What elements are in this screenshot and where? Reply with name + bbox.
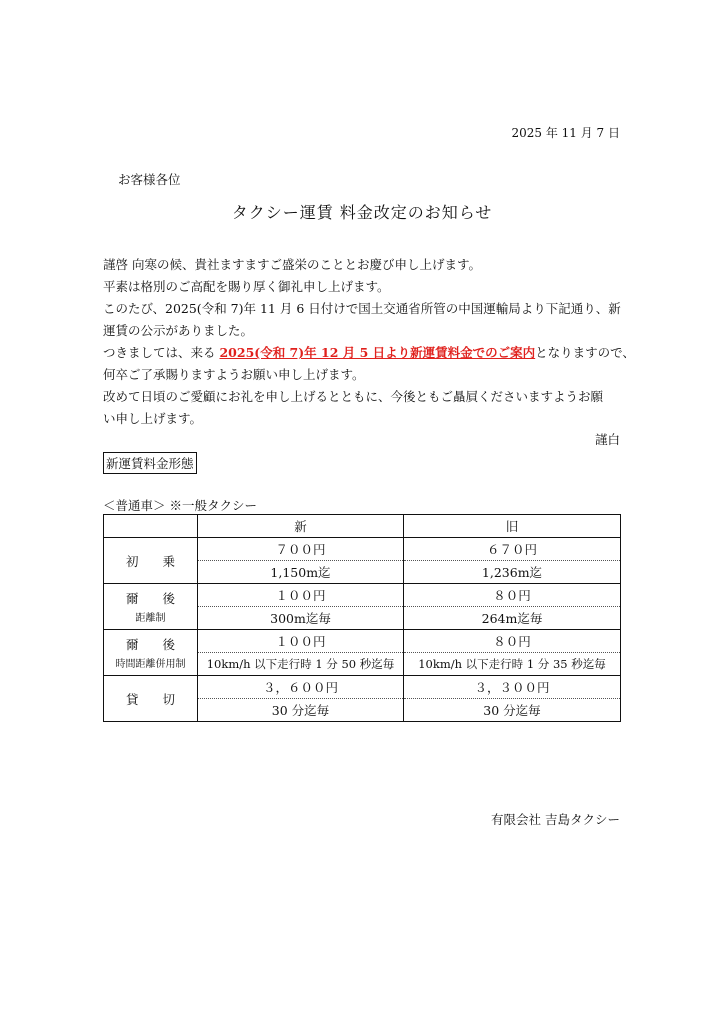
row-label-cell [104,538,198,584]
old-charter-unit-cell: 30 分迄毎 [404,699,621,722]
fare-table [103,514,621,722]
body-line-6: 何卒ご了承賜りますようお願い申し上げます。 [103,367,365,382]
header-empty [104,515,198,538]
body-line-4: 運賃の公示がありました。 [103,323,254,338]
new-distance-cell: 1,150m迄 [198,561,404,584]
row-label-cell [104,630,198,676]
header-new: 新 [198,515,404,538]
effective-date-highlight: 2025(令和 7)年 12 月 5 日より新運賃料金でのご案内 [219,345,536,360]
page-title: タクシー運賃 料金改定のお知らせ [231,203,493,222]
table-header-row [104,515,621,538]
table-row [104,630,621,653]
table-row [104,538,621,561]
new-fare-cell: ７００円 [198,538,404,561]
row-label: 初 乗 [126,553,185,569]
body-line-5-post: となりますので、 [535,345,635,360]
new-fare-cell: ３，６００円 [198,676,404,699]
body-line-2: 平素は格別のご高配を賜り厚く御礼申し上げます。 [103,279,390,294]
body-line-5 [103,343,635,361]
old-fare-cell: ６７０円 [404,538,621,561]
row-label-cell [104,584,198,630]
new-time-cell: 10km/h 以下走行時 1 分 50 秒迄毎 [198,653,404,676]
body-line-7: 改めて日頃のご愛顧にお礼を申し上げるとともに、今後ともご贔屓くださいますようお願 [103,389,604,404]
body-line-8: い申し上げます。 [103,411,203,426]
row-label: 爾 後 [126,591,185,606]
old-time-cell: 10km/h 以下走行時 1 分 35 秒迄毎 [404,653,621,676]
company-name: 有限会社 吉島タクシー [491,812,620,827]
row-sublabel: 時間距離併用制 [115,659,186,670]
row-sublabel: 距離制 [135,613,166,624]
addressee: お客様各位 [118,172,181,187]
table-row [104,676,621,699]
row-label-cell [104,676,198,722]
new-fare-cell: １００円 [198,584,404,607]
old-fare-cell: ８０円 [404,584,621,607]
body-line-1: 謹啓 向寒の候、貴社ますますご盛栄のこととお慶び申し上げます。 [103,257,481,272]
closing-word: 謹白 [594,432,620,447]
row-label: 貸 切 [126,691,185,707]
new-distance-cell: 300m迄毎 [198,607,404,630]
new-fare-cell: １００円 [198,630,404,653]
table-row [104,584,621,607]
old-fare-cell: ８０円 [404,630,621,653]
header-old: 旧 [404,515,621,538]
vehicle-category: ＜普通車＞ ※一般タクシー [103,498,257,513]
body-line-3: このたび、2025(令和 7)年 11 月 6 日付けで国土交通省所管の中国運輸局より下記通り、新 [103,301,621,316]
old-fare-cell: ３，３００円 [404,676,621,699]
fare-structure-heading: 新運賃料金形態 [103,452,197,474]
old-distance-cell: 1,236m迄 [404,561,621,584]
body-line-5-pre: つきましては、来る [103,345,220,360]
row-label: 爾 後 [126,637,185,652]
letter-date: 2025 年 11 月 7 日 [511,126,620,140]
old-distance-cell: 264m迄毎 [404,607,621,630]
new-charter-unit-cell: 30 分迄毎 [198,699,404,722]
